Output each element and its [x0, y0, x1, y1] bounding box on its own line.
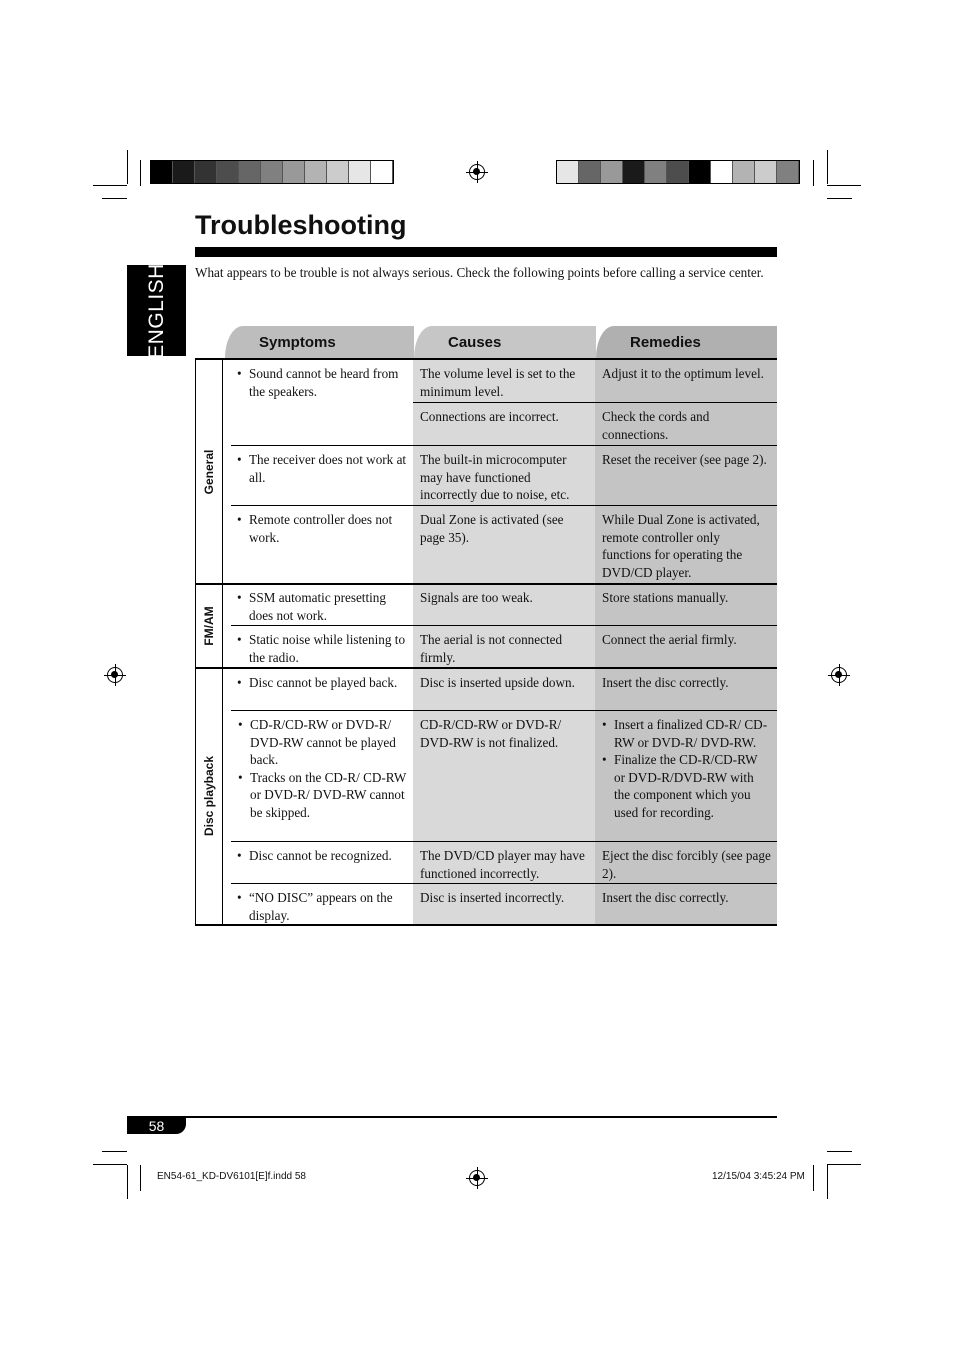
- crop-mark: [93, 1164, 127, 1165]
- color-swatch: [557, 161, 579, 183]
- crop-mark: [813, 1165, 814, 1191]
- title-rule: [195, 247, 777, 257]
- group-label: Disc playback: [202, 755, 216, 837]
- color-bar-right: [556, 160, 800, 184]
- crop-mark: [827, 1165, 828, 1199]
- remedy-cell: Eject the disc forcibly (see page 2).: [602, 848, 771, 881]
- symptom-bullet: • CD-R/CD-RW or DVD-R/ DVD-RW cannot be played back.: [238, 716, 407, 769]
- group-general: [195, 360, 223, 584]
- color-swatch: [733, 161, 755, 183]
- crop-mark: [813, 160, 814, 186]
- color-swatch: [305, 161, 327, 183]
- crop-mark: [827, 1164, 861, 1165]
- cause-cell: Connections are incorrect.: [420, 409, 559, 424]
- cause-cell: Dual Zone is activated (see page 35).: [420, 512, 564, 545]
- color-swatch: [755, 161, 777, 183]
- cause-cell: CD-R/CD-RW or DVD-R/ DVD-RW is not finalized.: [420, 717, 562, 750]
- crop-mark: [827, 185, 861, 186]
- remedy-cell: Adjust it to the optimum level.: [602, 366, 764, 381]
- header-causes: Causes: [414, 326, 596, 358]
- cause-cell: Disc is inserted incorrectly.: [420, 890, 565, 905]
- crop-mark: [127, 1165, 128, 1199]
- color-swatch: [217, 161, 239, 183]
- footer-file-info: EN54-61_KD-DV6101[E]f.indd 58: [157, 1171, 306, 1182]
- remedy-cell: Connect the aerial firmly.: [602, 632, 737, 647]
- page-title: Troubleshooting: [195, 210, 407, 240]
- crop-mark: [827, 1151, 852, 1152]
- group-fm-am: [195, 584, 223, 668]
- group-disc-playback: [195, 668, 223, 924]
- crop-mark: [827, 150, 828, 184]
- color-swatch: [667, 161, 689, 183]
- registration-mark-icon: [107, 667, 123, 683]
- color-swatch: [261, 161, 283, 183]
- cause-cell: The volume level is set to the minimum level.: [420, 366, 576, 399]
- color-swatch: [173, 161, 195, 183]
- registration-mark-icon: [469, 1170, 485, 1186]
- footer-rule: [127, 1116, 777, 1118]
- remedy-bullet: • Insert a finalized CD-R/ CD-RW or DVD-R/ DVD-RW.: [602, 716, 771, 751]
- color-swatch: [239, 161, 261, 183]
- color-bar-left: [150, 160, 394, 184]
- color-swatch: [349, 161, 371, 183]
- symptom-bullet: • Tracks on the CD-R/ CD-RW or DVD-R/ DVD-RW cannot be skipped.: [238, 769, 407, 822]
- header-remedies: Remedies: [596, 326, 777, 358]
- registration-mark-icon: [831, 667, 847, 683]
- symptom-cell: • Remote controller does not work.: [231, 506, 413, 546]
- cause-cell: The built-in microcomputer may have functioned incorrectly due to noise, etc.: [420, 452, 570, 503]
- color-swatch: [645, 161, 667, 183]
- registration-mark-icon: [469, 164, 485, 180]
- crop-mark: [827, 198, 852, 199]
- color-swatch: [151, 161, 173, 183]
- color-swatch: [777, 161, 799, 183]
- cause-cell: Disc is inserted upside down.: [420, 675, 575, 690]
- header-symptoms: Symptoms: [225, 326, 414, 358]
- remedy-cell: While Dual Zone is activated, remote controller only functions for operating the DVD/CD player.: [602, 512, 760, 580]
- troubleshooting-table: [195, 358, 777, 926]
- crop-mark: [102, 1151, 127, 1152]
- symptom-cell: [231, 711, 413, 822]
- intro-text: What appears to be trouble is not always serious. Check the following points before calling a service center.: [195, 265, 764, 280]
- remedy-bullet: • Finalize the CD-R/CD-RW or DVD-R/DVD-RW with the component which you used for recording.: [602, 751, 771, 821]
- symptom-cell: • The receiver does not work at all.: [231, 446, 413, 486]
- cause-cell: Signals are too weak.: [420, 590, 533, 605]
- color-swatch: [283, 161, 305, 183]
- language-label: ENGLISH: [144, 262, 168, 359]
- crop-mark: [140, 1165, 141, 1191]
- color-swatch: [371, 161, 393, 183]
- footer-timestamp: 12/15/04 3:45:24 PM: [712, 1171, 805, 1182]
- crop-mark: [127, 150, 128, 184]
- symptom-cell: • SSM automatic presetting does not work.: [231, 584, 413, 624]
- page-number: 58: [127, 1118, 186, 1134]
- symptom-cell: • Static noise while listening to the radio.: [231, 626, 413, 666]
- remedy-cell: Check the cords and connections.: [602, 409, 710, 442]
- remedy-cell: Insert the disc correctly.: [602, 675, 729, 690]
- symptom-cell: • Disc cannot be recognized.: [231, 842, 413, 865]
- color-swatch: [327, 161, 349, 183]
- crop-mark: [93, 185, 127, 186]
- group-label: General: [202, 449, 216, 495]
- remedy-cell: [595, 711, 777, 822]
- group-label: FM/AM: [202, 606, 216, 646]
- symptom-cell: • Disc cannot be played back.: [231, 669, 413, 692]
- color-swatch: [601, 161, 623, 183]
- language-tab: [127, 262, 186, 359]
- color-swatch: [579, 161, 601, 183]
- remedy-cell: Insert the disc correctly.: [602, 890, 729, 905]
- color-swatch: [623, 161, 645, 183]
- symptom-cell: • Sound cannot be heard from the speakers.: [231, 360, 413, 400]
- crop-mark: [102, 198, 127, 199]
- cause-cell: The aerial is not connected firmly.: [420, 632, 563, 665]
- symptom-cell: • “NO DISC” appears on the display.: [231, 884, 413, 924]
- color-swatch: [689, 161, 711, 183]
- remedy-cell: Store stations manually.: [602, 590, 729, 605]
- remedy-cell: Reset the receiver (see page 2).: [602, 452, 767, 467]
- cause-cell: The DVD/CD player may have functioned incorrectly.: [420, 848, 585, 881]
- color-swatch: [711, 161, 733, 183]
- color-swatch: [195, 161, 217, 183]
- crop-mark: [140, 160, 141, 186]
